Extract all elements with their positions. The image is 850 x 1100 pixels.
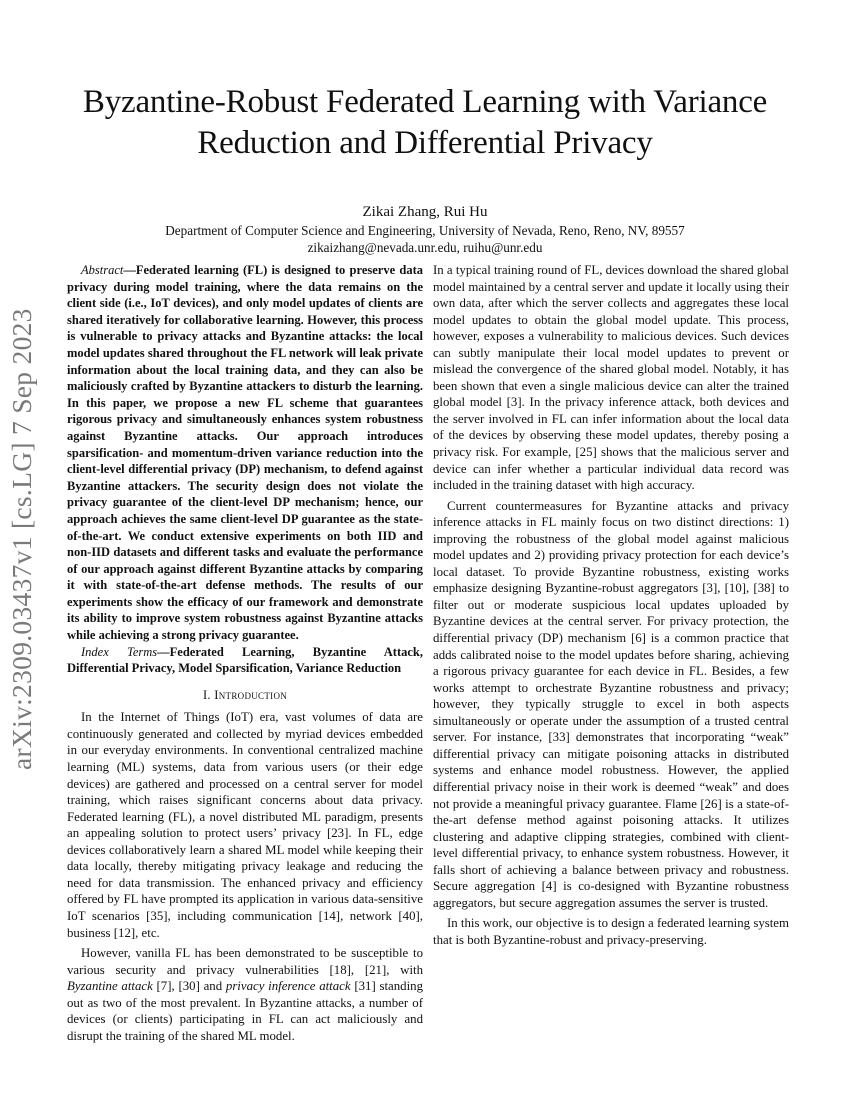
index-terms: [67, 644, 423, 677]
left-column: [67, 262, 423, 1044]
term-byzantine-attack: Byzantine attack: [67, 979, 153, 994]
intro-paragraph-3: In a typical training round of FL, devices download the shared global model maintained by a central server and update it locally using their own data, after which the server collects and aggregates these local model updates to obtain the global model update. This process, however, exposes a vulnerability to malicious devices. Such devices can subtly manipulate their local model updates to prevent or mislead the convergence of the shared global model. Notably, it has been shown that even a single malicious device can alter the trained global model [3]. In the privacy inference attack, both devices and the server involved in FL can infer information about the local data of the devices by observing these model updates, thereby posing a privacy risk. For example, [25] shows that the malicious server and device can infer whether a particular individual data record was included in the training dataset with high accuracy.: [433, 263, 789, 493]
abstract-label: Abstract: [81, 263, 124, 277]
index-terms-label: Index Terms: [81, 644, 158, 659]
authors: Zikai Zhang, Rui Hu: [362, 204, 488, 220]
term-privacy-inference-attack: privacy inference attack: [225, 979, 351, 994]
abstract: [67, 262, 423, 644]
affiliation: Department of Computer Science and Engineering, University of Nevada, Reno, Reno, NV, 89557: [165, 223, 685, 238]
title-line-2: Reduction and Differential Privacy: [197, 125, 653, 161]
author-emails: zikaizhang@nevada.unr.edu, ruihu@unr.edu: [307, 240, 543, 255]
right-column: [433, 262, 789, 948]
arxiv-stamp: arXiv:2309.03437v1 [cs.LG] 7 Sep 2023: [6, 308, 37, 770]
paper-title: [0, 82, 850, 164]
title-line-1: Byzantine-Robust Federated Learning with Variance: [82, 84, 768, 120]
section-heading-introduction: I. Introduction: [202, 687, 288, 702]
intro-paragraph-1: In the Internet of Things (IoT) era, vast volumes of data are continuously generated and collected by myriad devices embedded in our everyday environments. In conventional centralized machine learning (ML) systems, data from various users (or their edge devices) are gathered and processed on a central server for model training, which raises significant concerns about data privacy. Federated learning (FL), a novel distributed ML paradigm, presents an appealing solution to protect users’ privacy [23]. In FL, edge devices collaboratively learn a shared ML model while keeping their data locally, thereby mitigating privacy leakage and reducing the need for data transmission. The enhanced privacy and efficiency offered by FL have prompted its application in various data-sensitive IoT scenarios [35], including communication [14], network [40], business [12], etc.: [67, 710, 423, 940]
index-terms-text: —Federated Learning, Byzantine Attack, Differential Privacy, Model Sparsification, Variance Reduction: [67, 644, 424, 676]
intro-paragraph-5: In this work, our objective is to design a federated learning system that is both Byzantine-robust and privacy-preserving.: [433, 916, 789, 947]
intro-paragraph-2: However, vanilla FL has been demonstrated to be susceptible to various security and privacy vulnerabilities [18], [21], with Byzantine attack [7], [30] and privacy inference attack [31] standing out as two of the most prevalent. In Byzantine attacks, a number of devices (or clients) participating in FL can act maliciously and disrupt the training of the shared ML model.: [67, 946, 423, 1043]
intro-paragraph-4: Current countermeasures for Byzantine attacks and privacy inference attacks in FL mainly focus on two distinct directions: 1) improving the robustness of the global model against malicious model updates and 2) providing privacy protection for each device’s local dataset. To provide Byzantine robustness, existing works emphasize designing Byzantine-robust aggregators [3], [10], [38] to filter out or moderate suspicious local updates uploaded by Byzantine devices at the central server. For privacy protection, the differential privacy (DP) mechanism [6] is a common practice that adds calibrated noise to the model updates before sharing, achieving a rigorous privacy guarantee for each device in FL. Besides, a few works attempt to orchestrate Byzantine robustness and privacy; however, they typically struggle to excel in both aspects simultaneously or operate under the assumption of a trusted central server. For instance, [33] demonstrates that incorporating “weak” differential privacy can mitigate poisoning attacks in distributed systems and enhance model robustness. However, the applied differential privacy noise in their work is deemed “weak” and does not provide a meaningful privacy guarantee. Flame [26] is a state-of-the-art defense method against poisoning attacks. It utilizes clustering and adaptive clipping strategies, combined with client-level differential privacy, to enhance system robustness. However, it falls short of achieving a balance between privacy and robustness. Secure aggregation [4] is co-designed with Byzantine robustness aggregators, but secure aggregation assumes the server is trusted.: [433, 498, 789, 910]
abstract-text: —Federated learning (FL) is designed to preserve data privacy during model training, where the data remains on the client side (i.e., IoT devices), and only model updates of clients are shared iteratively for collaborative learning. However, this process is vulnerable to privacy attacks and Byzantine attacks: the local model updates shared throughout the FL network will leak private information about the local training data, and they can also be maliciously crafted by Byzantine attackers to disturb the learning. In this paper, we propose a new FL scheme that guarantees rigorous privacy and simultaneously enhances system robustness against Byzantine attacks. Our approach introduces sparsification- and momentum-driven variance reduction into the client-level differential privacy (DP) mechanism, to defend against Byzantine attackers. The security design does not violate the privacy guarantee of the client-level DP mechanism; hence, our approach achieves the same client-level DP guarantee as the state-of-the-art. We conduct extensive experiments on both IID and non-IID datasets and different tasks and evaluate the performance of our approach against different Byzantine attacks by comparing it with state-of-the-art defense methods. The results of our experiments show the efficacy of our framework and demonstrate its ability to improve system robustness against Byzantine attacks while achieving a strong privacy guarantee.: [67, 263, 423, 643]
